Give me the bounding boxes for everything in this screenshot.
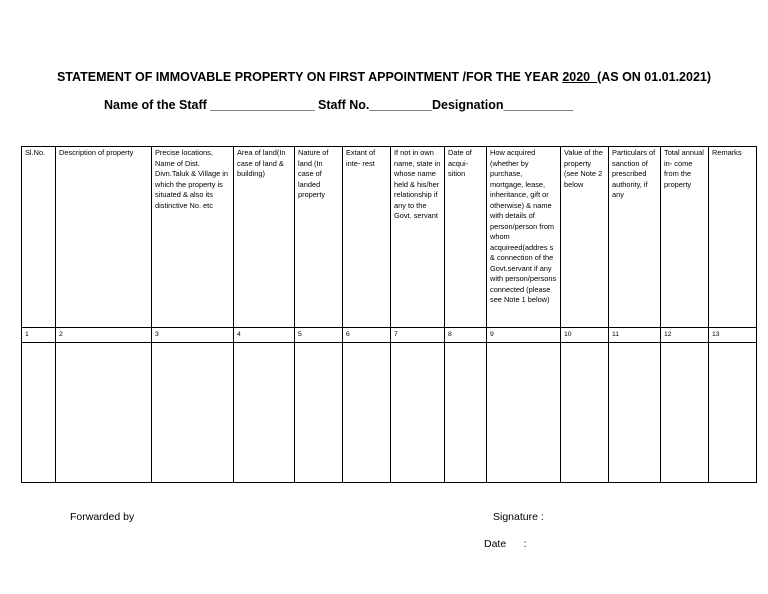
- header-cell: Remarks: [709, 147, 757, 328]
- column-number-row: [22, 328, 757, 343]
- header-cell: If not in own name, state in whose name held & his/her relationship if any to the Govt. servant: [391, 147, 445, 328]
- entry-cell[interactable]: [152, 343, 234, 483]
- column-number: 2: [56, 328, 152, 343]
- column-number: 4: [234, 328, 295, 343]
- header-row: [22, 147, 757, 328]
- header-cell: Total annual in- come from the property: [661, 147, 709, 328]
- header-cell: How acquired (whether by purchase, mortgage, lease, inheritance, gift or otherwise) & name with details of person/person from whom acquireed(addres s & connection of the Govt.servant if any with person/persons connected (please see Note 1 below): [487, 147, 561, 328]
- header-cell: Date of acqui- sition: [445, 147, 487, 328]
- title-prefix: STATEMENT OF IMMOVABLE PROPERTY ON FIRST APPOINTMENT /FOR THE YEAR: [56, 70, 563, 84]
- entry-cell[interactable]: [234, 343, 295, 483]
- header-cell: Value of the property (see Note 2 below: [561, 147, 609, 328]
- column-number: 8: [445, 328, 487, 343]
- header-cell: Extant of inte- rest: [343, 147, 391, 328]
- header-cell: Area of land(In case of land & building): [234, 147, 295, 328]
- header-cell: Particulars of sanction of prescribed authority, if any: [609, 147, 661, 328]
- column-number: 13: [709, 328, 757, 343]
- entry-cell[interactable]: [391, 343, 445, 483]
- signature-label: Signature :: [493, 511, 544, 523]
- title-suffix: (AS ON 01.01.2021): [597, 70, 712, 84]
- column-number: 10: [561, 328, 609, 343]
- column-number: 12: [661, 328, 709, 343]
- header-cell: Precise locations, Name of Dist. Divn.Taluk & Village in which the property is situated & also its distinctive No. etc: [152, 147, 234, 328]
- header-cell: Sl.No.: [22, 147, 56, 328]
- forwarded-by-label: Forwarded by: [70, 511, 135, 523]
- entry-cell[interactable]: [295, 343, 343, 483]
- column-number: 1: [22, 328, 56, 343]
- column-number: 11: [609, 328, 661, 343]
- entry-cell[interactable]: [343, 343, 391, 483]
- document-title: [0, 70, 768, 84]
- title-year: 2020_: [562, 70, 598, 84]
- column-number: 3: [152, 328, 234, 343]
- entry-cell[interactable]: [561, 343, 609, 483]
- header-cell: Description of property: [56, 147, 152, 328]
- entry-cell[interactable]: [22, 343, 56, 483]
- entry-cell[interactable]: [56, 343, 152, 483]
- entry-cell[interactable]: [609, 343, 661, 483]
- column-number: 5: [295, 328, 343, 343]
- date-label: Date :: [484, 538, 527, 550]
- header-cell: Nature of land (In case of landed property: [295, 147, 343, 328]
- entry-row: [22, 343, 757, 483]
- entry-cell[interactable]: [487, 343, 561, 483]
- property-table: [21, 146, 757, 483]
- column-number: 9: [487, 328, 561, 343]
- column-number: 7: [391, 328, 445, 343]
- entry-cell[interactable]: [661, 343, 709, 483]
- entry-cell[interactable]: [709, 343, 757, 483]
- staff-details-line: Name of the Staff _______________ Staff No._________Designation__________: [104, 98, 574, 112]
- column-number: 6: [343, 328, 391, 343]
- entry-cell[interactable]: [445, 343, 487, 483]
